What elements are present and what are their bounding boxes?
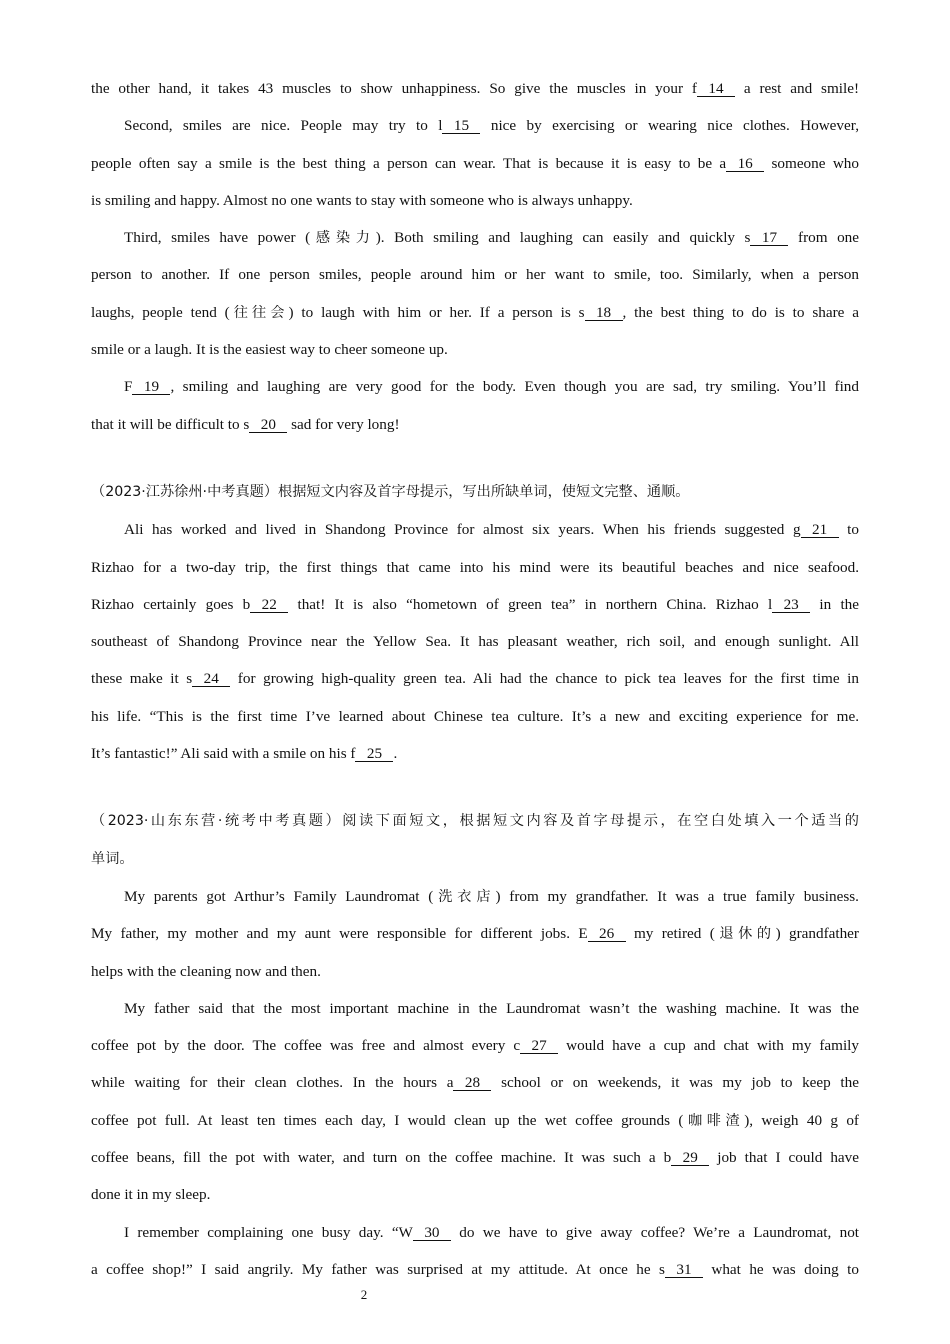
blank-22[interactable]: 22 <box>250 596 288 613</box>
text-line: Rizhao for a two-day trip, the first things that came into his mind were its beautiful beaches and nice seafood. <box>91 558 859 576</box>
text-line: Third, smiles have power (感染力). Both smiling and laughing can easily and quickly s 17 from one <box>124 229 860 247</box>
blank-30[interactable]: 30 <box>413 1224 451 1241</box>
passage-smiles <box>91 70 859 443</box>
text-line: done it in my sleep. <box>91 1186 211 1204</box>
text-line: coffee pot by the door. The coffee was free and almost every c 27 would have a cup and chat with my family <box>91 1037 859 1055</box>
text-line: Ali has worked and lived in Shandong Province for almost six years. When his friends suggested g 21 to <box>124 521 859 539</box>
section-gap <box>91 443 859 474</box>
text-line: while waiting for their clean clothes. In the hours a 28 school or on weekends, it was my job to keep the <box>91 1074 859 1092</box>
blank-26[interactable]: 26 <box>588 925 626 942</box>
chinese-gloss: 退休的 <box>714 926 776 943</box>
chinese-gloss: 感染力 <box>310 230 376 247</box>
section-dongying <box>91 803 859 1288</box>
text-line: a coffee shop!” I said angrily. My father was surprised at my attitude. At once he s 31 what he was doing to <box>91 1260 859 1278</box>
text-line: laughs, people tend (往往会) to laugh with him or her. If a person is s 18 , the best thing to do is to share a <box>91 303 859 321</box>
blank-24[interactable]: 24 <box>192 670 230 687</box>
text-line: coffee pot full. At least ten times each day, I would clean up the wet coffee grounds (咖啡渣), weigh 40 g of <box>91 1111 859 1129</box>
blank-17[interactable]: 17 <box>750 229 788 246</box>
text-line: coffee beans, fill the pot with water, and turn on the coffee machine. It was such a b 29 job that I could have <box>91 1149 859 1167</box>
text-line: is smiling and happy. Almost no one wants to stay with someone who is always unhappy. <box>91 191 633 209</box>
text-line: helps with the cleaning now and then. <box>91 962 321 980</box>
section-instruction: （2023·江苏徐州·中考真题）根据短文内容及首字母提示，写出所缺单词，使短文完整、通顺。 <box>91 483 690 500</box>
blank-21[interactable]: 21 <box>801 521 839 538</box>
blank-23[interactable]: 23 <box>772 596 810 613</box>
text-line: F 19 , smiling and laughing are very good for the body. Even though you are sad, try smiling. You’ll find <box>124 378 859 396</box>
section-instruction: 单词。 <box>91 850 134 867</box>
text-line: It’s fantastic!” Ali said with a smile on his f 25 . <box>91 745 398 763</box>
text-line: these make it s 24 for growing high-quality green tea. Ali had the chance to pick tea leaves for the first time in <box>91 670 859 688</box>
text-line: that it will be difficult to s 20 sad for very long! <box>91 415 400 433</box>
blank-20[interactable]: 20 <box>249 416 287 433</box>
chinese-gloss: 咖啡渣 <box>683 1112 745 1129</box>
blank-28[interactable]: 28 <box>453 1074 491 1091</box>
text-line: Second, smiles are nice. People may try to l 15 nice by exercising or wearing nice clothes. However, <box>124 117 860 135</box>
section-xuzhou <box>91 474 859 772</box>
text-line: smile or a laugh. It is the easiest way to cheer someone up. <box>91 341 448 359</box>
blank-18[interactable]: 18 <box>585 304 623 321</box>
text-line: his life. “This is the first time I’ve learned about Chinese tea culture. It’s a new and exciting experience for me. <box>91 707 859 725</box>
text-line: Rizhao certainly goes b 22 that! It is also “hometown of green tea” in northern China. Rizhao l 23 in the <box>91 595 859 613</box>
section-gap <box>91 772 859 803</box>
text-line: southeast of Shandong Province near the Yellow Sea. It has pleasant weather, rich soil, and enough sunlight. All <box>91 633 859 651</box>
section-instruction: （2023·山东东营·统考中考真题）阅读下面短文，根据短文内容及首字母提示，在空白处填入一个适当的 <box>91 813 859 830</box>
blank-14[interactable]: 14 <box>697 80 735 97</box>
blank-15[interactable]: 15 <box>442 117 480 134</box>
chinese-gloss: 往往会 <box>229 304 289 321</box>
blank-31[interactable]: 31 <box>665 1261 703 1278</box>
page-number: 2 <box>360 1287 368 1302</box>
blank-19[interactable]: 19 <box>132 378 170 395</box>
text-line: I remember complaining one busy day. “W 30 do we have to give away coffee? We’re a Laundromat, not <box>124 1223 860 1241</box>
blank-25[interactable]: 25 <box>355 745 393 762</box>
blank-27[interactable]: 27 <box>520 1037 558 1054</box>
chinese-gloss: 洗衣店 <box>433 888 496 905</box>
text-line: people often say a smile is the best thing a person can wear. That is because it is easy to be a 16 someone who <box>91 154 859 172</box>
text-line: the other hand, it takes 43 muscles to show unhappiness. So give the muscles in your f 14 a rest and smile! <box>91 80 860 97</box>
text-line: My father said that the most important machine in the Laundromat wasn’t the washing machine. It was the <box>124 999 859 1017</box>
text-line: person to another. If one person smiles, people around him or her want to smile, too. Similarly, when a person <box>91 266 859 284</box>
text-line: My father, my mother and my aunt were responsible for different jobs. E 26 my retired (退休的) grandfather <box>91 925 859 943</box>
blank-29[interactable]: 29 <box>671 1149 709 1166</box>
text-line: My parents got Arthur’s Family Laundromat (洗衣店) from my grandfather. It was a true family business. <box>124 887 859 905</box>
document-page <box>91 70 859 1288</box>
blank-16[interactable]: 16 <box>726 155 764 172</box>
